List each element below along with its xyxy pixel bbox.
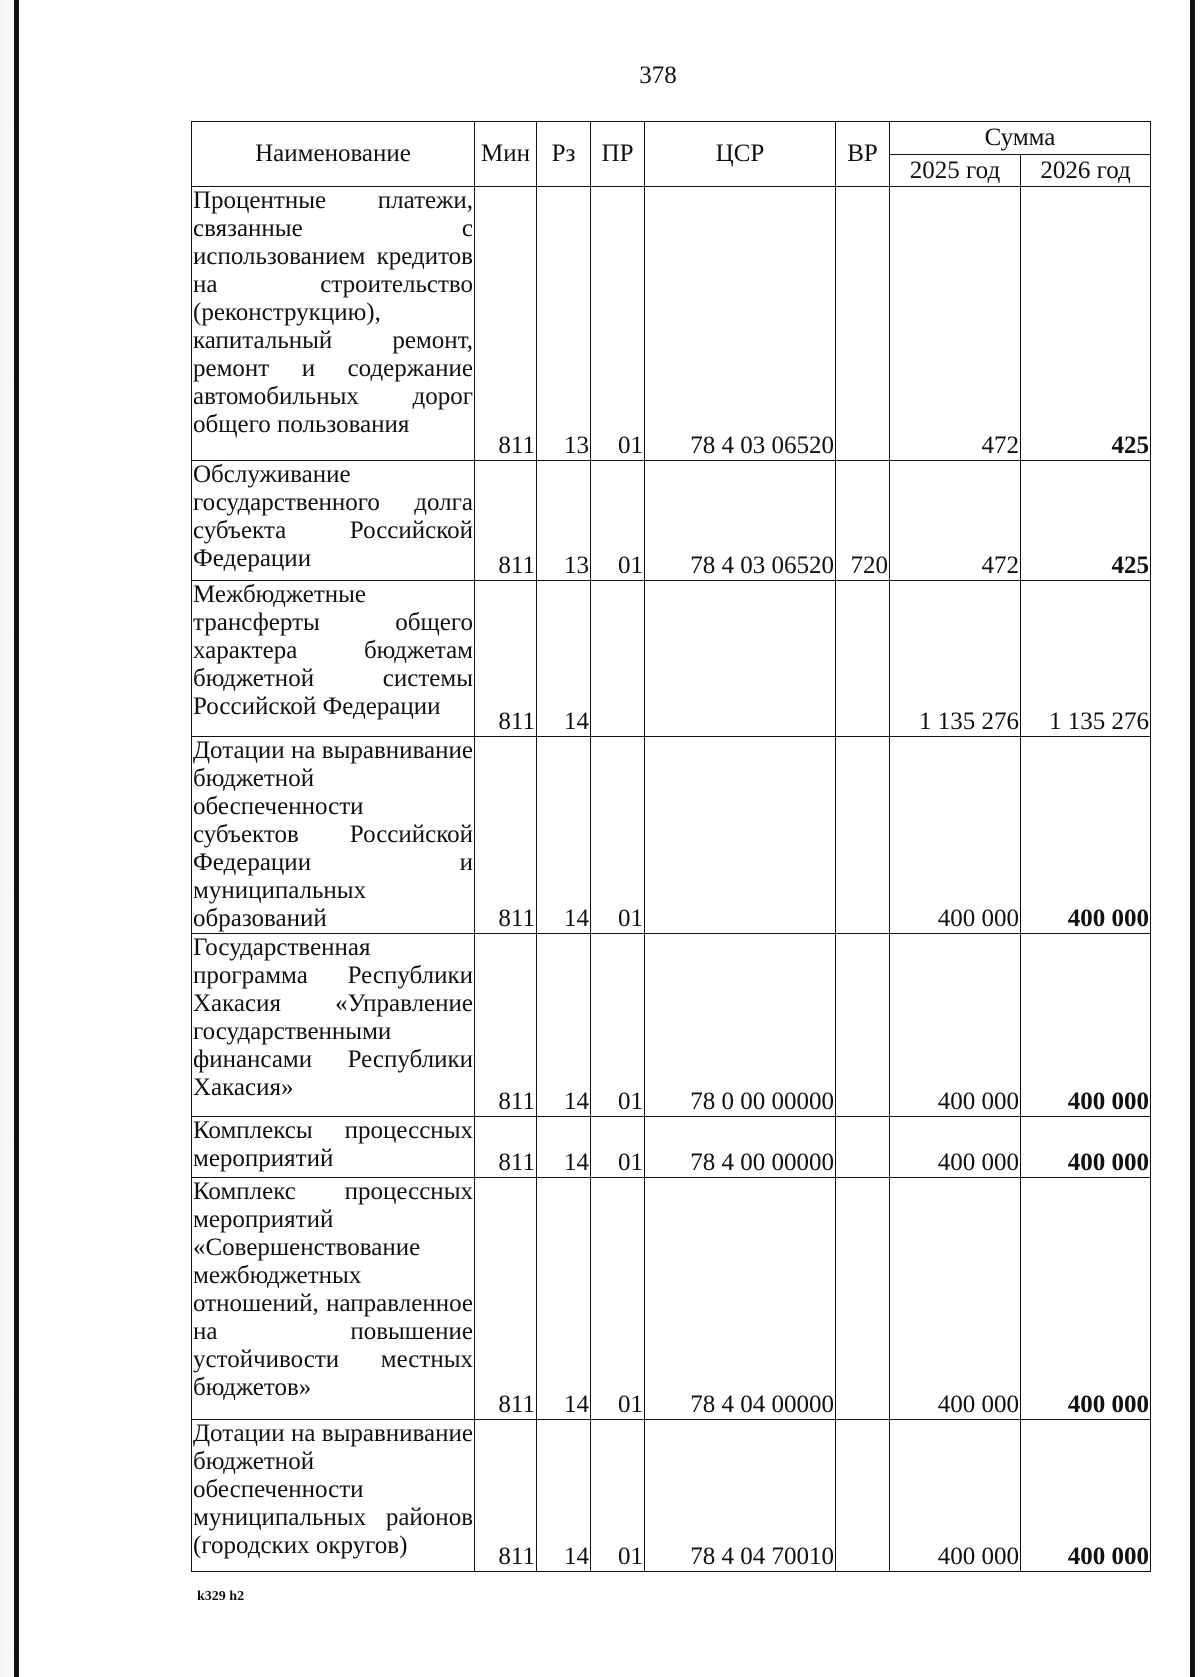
row-csr: 78 4 03 06520 [645, 187, 836, 461]
header-name: Наименование [192, 122, 475, 187]
row-pr [591, 581, 645, 737]
header-csr: ЦСР [645, 122, 836, 187]
table-row [192, 934, 1151, 1117]
row-sum-2025: 472 [890, 461, 1021, 581]
row-rz: 14 [537, 1178, 591, 1420]
row-min: 811 [475, 737, 537, 934]
header-min: Мин [475, 122, 537, 187]
table-row [192, 1420, 1151, 1572]
row-sum-2026: 400 000 [1021, 934, 1151, 1117]
scan-edge-left [14, 0, 19, 1677]
document-code: k329 h2 [197, 1589, 245, 1604]
row-rz: 14 [537, 934, 591, 1117]
table-row [192, 187, 1151, 461]
row-min: 811 [475, 1178, 537, 1420]
row-rz: 14 [537, 737, 591, 934]
row-sum-2026: 400 000 [1021, 737, 1151, 934]
row-sum-2026: 425 [1021, 461, 1151, 581]
table-header [192, 122, 1151, 187]
header-rz: Рз [537, 122, 591, 187]
row-sum-2026: 400 000 [1021, 1117, 1151, 1178]
row-name: Комплекс процессных мероприятий «Совершенствование межбюджетных отношений, направленное на повышение устойчивости местных бюджетов» [192, 1178, 475, 1420]
row-rz: 14 [537, 581, 591, 737]
header-year-2025: 2025 год [890, 155, 1021, 187]
table-row [192, 1117, 1151, 1178]
row-csr: 78 4 04 70010 [645, 1420, 836, 1572]
page-number: 378 [639, 62, 677, 89]
row-min: 811 [475, 934, 537, 1117]
row-rz: 14 [537, 1117, 591, 1178]
row-vr [836, 1117, 890, 1178]
row-sum-2025: 472 [890, 187, 1021, 461]
row-csr: 78 4 00 00000 [645, 1117, 836, 1178]
row-name: Процентные платежи, связанные с использованием кредитов на строительство (реконструкцию), капитальный ремонт, ремонт и содержание автомобильных дорог общего пользования [192, 187, 475, 461]
row-sum-2026: 400 000 [1021, 1178, 1151, 1420]
row-vr [836, 581, 890, 737]
row-pr: 01 [591, 187, 645, 461]
row-min: 811 [475, 187, 537, 461]
row-csr [645, 581, 836, 737]
row-min: 811 [475, 1117, 537, 1178]
row-name: Дотации на выравнивание бюджетной обеспеченности субъектов Российской Федерации и муниципальных образований [193, 737, 473, 932]
row-rz: 13 [537, 461, 591, 581]
header-vr: ВР [836, 122, 890, 187]
row-csr: 78 4 03 06520 [645, 461, 836, 581]
header-sum: Сумма [890, 122, 1151, 155]
row-sum-2026: 400 000 [1021, 1420, 1151, 1572]
row-csr: 78 4 04 00000 [645, 1178, 836, 1420]
row-sum-2025: 400 000 [890, 1178, 1021, 1420]
header-pr: ПР [591, 122, 645, 187]
row-min: 811 [475, 581, 537, 737]
row-vr: 720 [836, 461, 890, 581]
row-min: 811 [475, 1420, 537, 1572]
budget-table [191, 121, 1151, 1572]
row-name: Комплексы процессных мероприятий [192, 1117, 475, 1178]
table-body [192, 187, 1151, 1572]
row-name: Межбюджетные трансферты общего характера бюджетам бюджетной системы Российской Федерации [192, 581, 475, 737]
table-row [192, 461, 1151, 581]
row-pr: 01 [591, 461, 645, 581]
row-vr [836, 1420, 890, 1572]
row-sum-2025: 1 135 276 [890, 581, 1021, 737]
row-csr [645, 737, 836, 934]
row-pr: 01 [591, 1420, 645, 1572]
table-row [192, 581, 1151, 737]
row-vr [836, 1178, 890, 1420]
row-sum-2025: 400 000 [890, 934, 1021, 1117]
row-name: Государственная программа Республики Хакасия «Управление государственными финансами Республики Хакасия» [192, 934, 475, 1117]
scan-margin-shadow [0, 0, 14, 1677]
row-name: Дотации на выравнивание бюджетной обеспеченности муниципальных районов (городских округов) [192, 1420, 475, 1572]
row-pr: 01 [591, 737, 645, 934]
row-name: Обслуживание государственного долга субъекта Российской Федерации [192, 461, 475, 581]
scan-edge-right [1190, 0, 1195, 1677]
row-sum-2025: 400 000 [890, 1420, 1021, 1572]
row-vr [836, 934, 890, 1117]
table-row [192, 1178, 1151, 1420]
row-sum-2025: 400 000 [890, 1117, 1021, 1178]
table-row [192, 737, 1151, 934]
row-min: 811 [475, 461, 537, 581]
row-rz: 14 [537, 1420, 591, 1572]
row-vr [836, 737, 890, 934]
row-pr: 01 [591, 1117, 645, 1178]
row-sum-2025: 400 000 [890, 737, 1021, 934]
row-sum-2026: 425 [1021, 187, 1151, 461]
row-pr: 01 [591, 934, 645, 1117]
row-csr: 78 0 00 00000 [645, 934, 836, 1117]
row-pr: 01 [591, 1178, 645, 1420]
row-sum-2026: 1 135 276 [1021, 581, 1151, 737]
header-year-2026: 2026 год [1021, 155, 1151, 187]
row-rz: 13 [537, 187, 591, 461]
row-vr [836, 187, 890, 461]
